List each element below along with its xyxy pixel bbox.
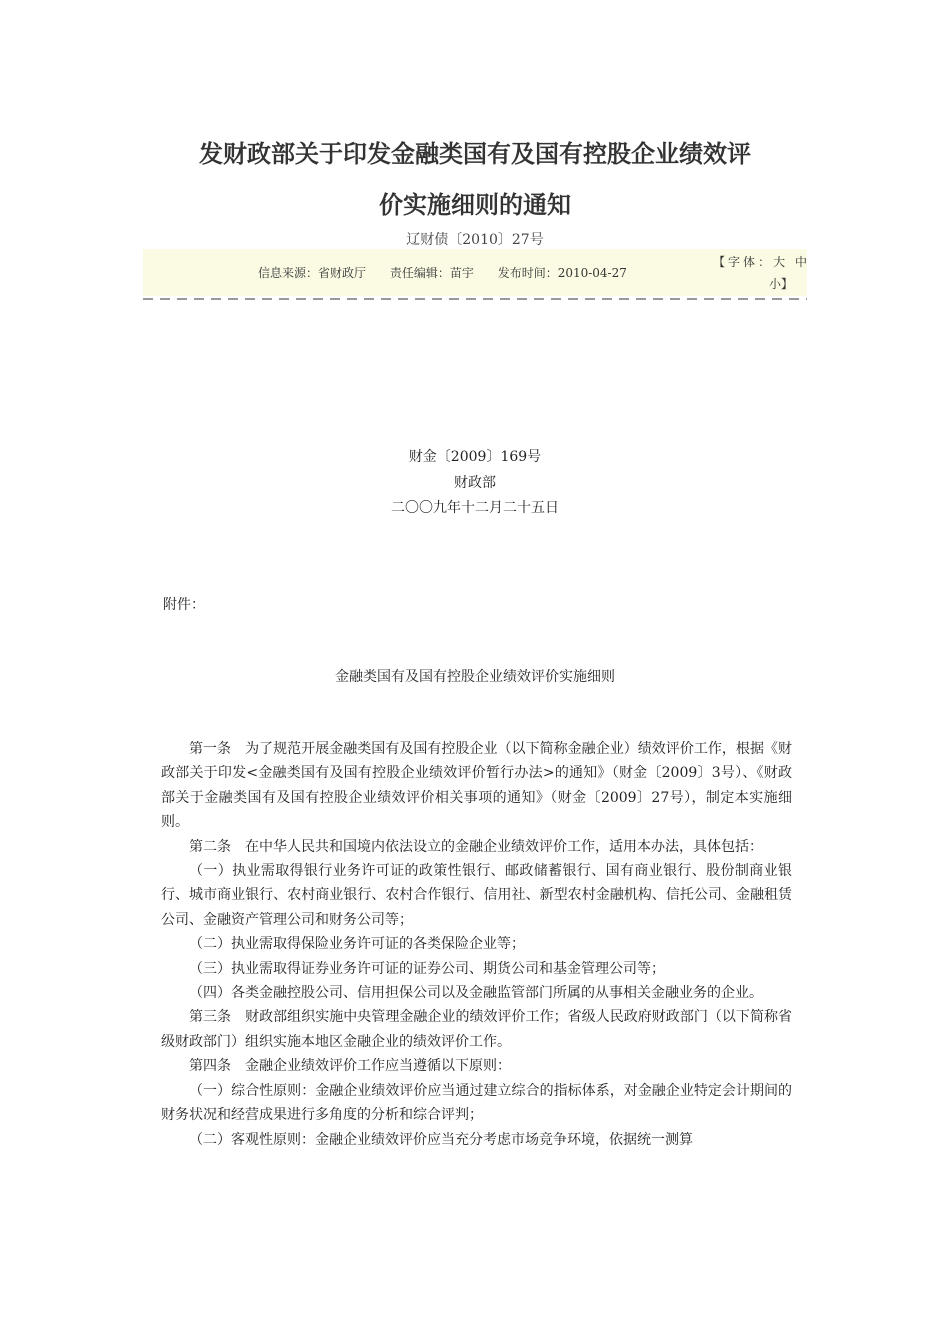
paragraph: 第一条 为了规范开展金融类国有及国有控股企业（以下简称金融企业）绩效评价工作，根据《财政部关于印发<金融类国有及国有控股企业绩效评价暂行办法>的通知》（财金〔2009〕3号）、《财政部关于金融类国有及国有控股企业绩效评价相关事项的通知》（财金〔2009〕27号），制定本实施细则。 bbox=[161, 741, 792, 831]
paragraph: 第二条 在中华人民共和国境内依法设立的金融企业绩效评价工作，适用本办法，具体包括： bbox=[189, 838, 763, 855]
notice-date: 二〇〇九年十二月二十五日 bbox=[391, 500, 559, 516]
attachment-label: 附件： bbox=[163, 597, 205, 613]
paragraph: 第四条 金融企业绩效评价工作应当遵循以下原则： bbox=[189, 1058, 511, 1075]
font-size-line2[interactable]: 小】 bbox=[768, 277, 793, 291]
paragraph: （四）各类金融控股公司、信用担保公司以及金融监管部门所属的从事相关金融业务的企业。 bbox=[189, 985, 763, 1002]
paragraph: （一）执业需取得银行业务许可证的政策性银行、邮政储蓄银行、国有商业银行、股份制商业银行、城市商业银行、农村商业银行、农村合作银行、信用社、新型农村金融机构、信托公司、金融租赁公司、金融资产管理公司和财务公司等； bbox=[161, 863, 792, 928]
page-title-line2: 价实施细则的通知 bbox=[379, 191, 571, 219]
font-size-line1[interactable]: 【字体：大 中 bbox=[713, 255, 807, 269]
page-title-line1: 发财政部关于印发金融类国有及国有控股企业绩效评 bbox=[199, 140, 751, 168]
paragraph: 第三条 财政部组织实施中央管理金融企业的绩效评价工作；省级人民政府财政部门（以下简称省级财政部门）组织实施本地区金融企业的绩效评价工作。 bbox=[161, 1009, 792, 1050]
info-source: 信息来源：省财政厅 bbox=[258, 266, 367, 280]
paragraph: （一）综合性原则：金融企业绩效评价应当通过建立综合的指标体系，对金融企业特定会计期间的财务状况和经营成果进行多角度的分析和综合评判； bbox=[161, 1082, 792, 1124]
notice-issuer: 财政部 bbox=[454, 475, 496, 491]
publish-time: 发布时间：2010-04-27 bbox=[497, 266, 627, 280]
paragraph: （二）客观性原则：金融企业绩效评价应当充分考虑市场竞争环境，依据统一测算 bbox=[189, 1131, 693, 1148]
attachment-title: 金融类国有及国有控股企业绩效评价实施细则 bbox=[335, 669, 615, 685]
notice-doc-ref: 财金〔2009〕169号 bbox=[408, 449, 542, 465]
paragraph: （三）执业需取得证券业务许可证的证券公司、期货公司和基金管理公司等； bbox=[189, 960, 665, 977]
paragraph: （二）执业需取得保险业务许可证的各类保险企业等； bbox=[189, 936, 525, 953]
document-number: 辽财债〔2010〕27号 bbox=[406, 232, 544, 248]
responsible-editor: 责任编辑：苗宇 bbox=[389, 266, 474, 280]
article-body bbox=[161, 737, 792, 1152]
dashed-divider bbox=[143, 298, 807, 300]
article-meta bbox=[258, 264, 647, 281]
font-size-selector[interactable] bbox=[713, 251, 807, 295]
